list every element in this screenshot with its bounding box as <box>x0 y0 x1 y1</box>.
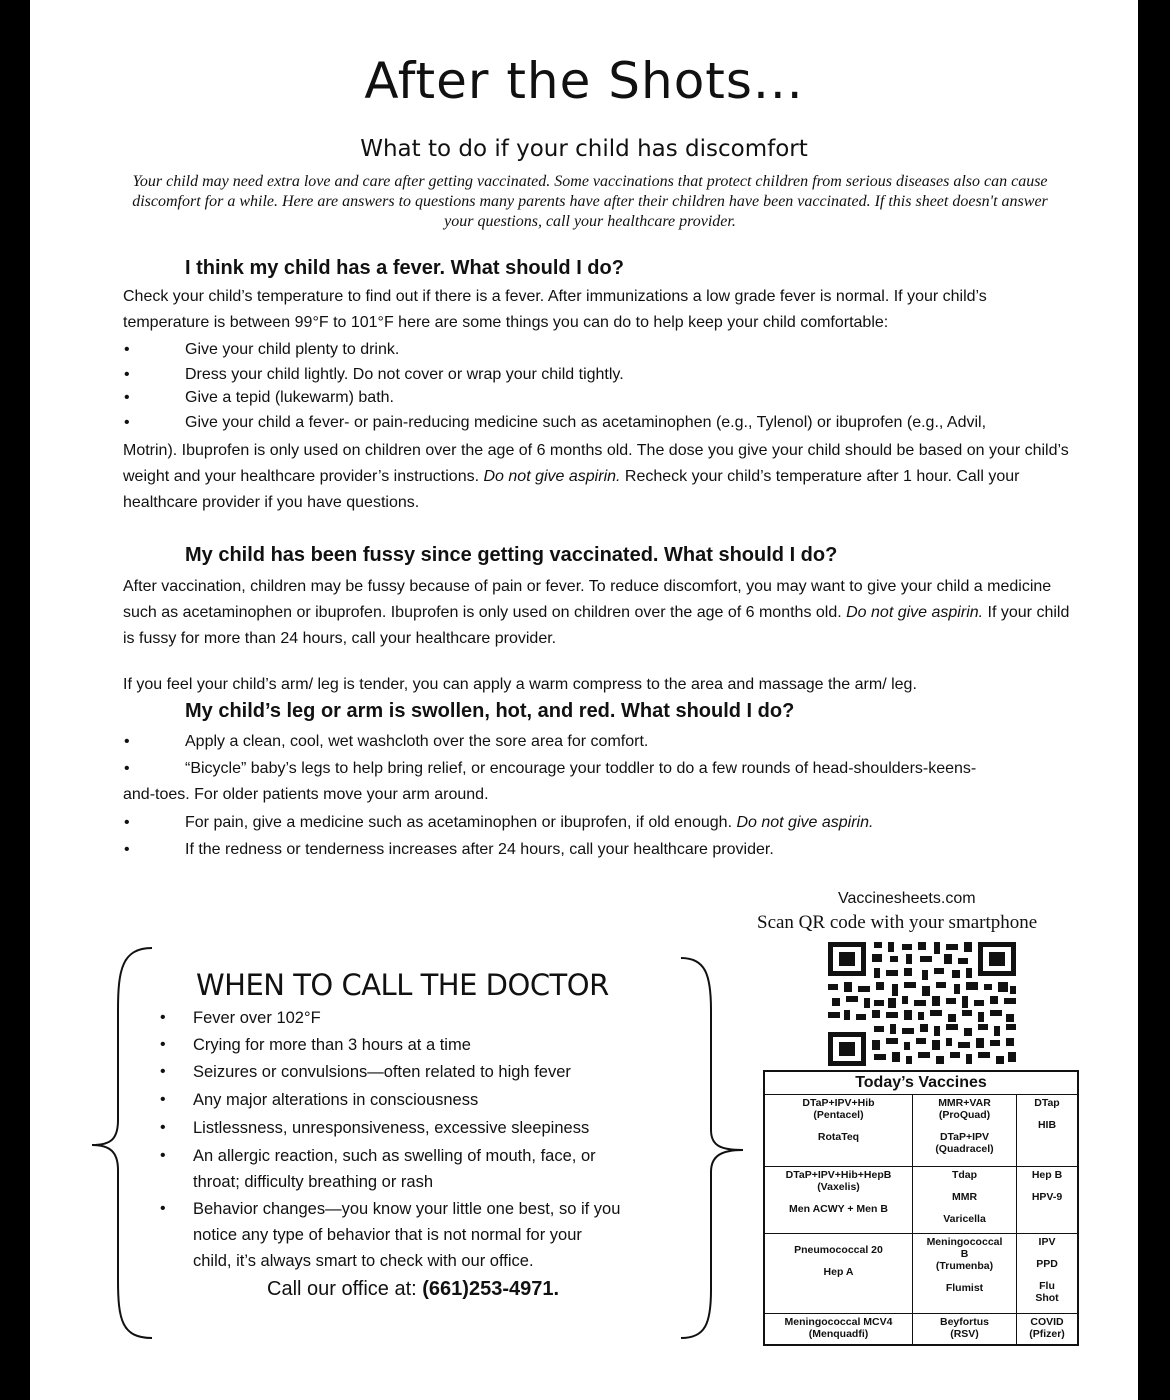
swollen-question: My child’s leg or arm is swollen, hot, and red. What should I do? <box>185 700 795 722</box>
fever-bullet-2: Dress your child lightly. Do not cover or wrap your child tightly. <box>185 366 624 383</box>
doctor-item-behavior-2: notice any type of behavior that is not normal for your <box>193 1226 582 1244</box>
bullet-icon: • <box>160 1119 166 1136</box>
bullet-icon: • <box>160 1036 166 1053</box>
table-row <box>765 1095 1077 1167</box>
office-phone[interactable]: (661)253-4971. <box>422 1278 560 1300</box>
left-brace-icon <box>80 940 160 1342</box>
swollen-bullet-1: Apply a clean, cool, wet washcloth over the sore area for comfort. <box>185 733 649 750</box>
bullet-icon: • <box>124 414 130 431</box>
call-doctor-title: WHEN TO CALL THE DOCTOR <box>196 968 609 1002</box>
vaccine-cell: Meningococcal MCV4 (Menquadfi) <box>765 1314 913 1344</box>
swollen-bullet-2-cont: and-toes. For older patients move your arm around. <box>123 786 489 803</box>
vaccine-cell: DTaP+IPV+Hib+HepB (Vaxelis) Men ACWY + Men B <box>765 1167 913 1233</box>
swollen-bullet-4: If the redness or tenderness increases after 24 hours, call your healthcare provider. <box>185 841 774 858</box>
bullet-icon: • <box>160 1063 166 1080</box>
bullet-icon: • <box>124 814 130 831</box>
call-office-line: Call our office at: (661)253-4971. <box>267 1278 560 1300</box>
fever-intro: Check your child’s temperature to find out if there is a fever. After immunizations a low grade fever is normal. If your child’s temperature is between 99°F to 101°F here are some things you can do to help keep your child comfortable: <box>123 288 987 331</box>
page-title: After the Shots... <box>364 52 804 110</box>
vaccine-cell: Tdap MMR Varicella <box>913 1167 1017 1233</box>
vaccinesheets-link[interactable]: Vaccinesheets.com <box>838 890 976 907</box>
doctor-item-allergic-1: An allergic reaction, such as swelling of mouth, face, or <box>193 1147 596 1165</box>
vaccine-cell: DTaP+IPV+Hib (Pentacel) RotaTeq <box>765 1095 913 1166</box>
doctor-item-5: Listlessness, unresponsiveness, excessive sleepiness <box>193 1119 590 1137</box>
fussy-text: After vaccination, children may be fussy because of pain or fever. To reduce discomfort, you may want to give your child a medicine such as acetaminophen or ibuprofen. Ibuprofen is only used on children over the age of 6 months old. Do not give aspirin. If your child is fussy for more than 24 hours, call your healthcare provider. <box>123 578 1070 647</box>
doctor-item-1: Fever over 102°F <box>193 1009 321 1027</box>
bullet-icon: • <box>124 841 130 858</box>
table-row <box>765 1314 1077 1344</box>
doctor-item-behavior-1: Behavior changes—you know your little one best, so if you <box>193 1200 621 1218</box>
fever-bullet-4-cont: Motrin). Ibuprofen is only used on children over the age of 6 months old. The dose you give your child should be based on your child’s weight and your healthcare provider’s instructions. Do not give aspirin. Recheck your child’s temperature after 1 hour. Call your healthcare provider if you have questions. <box>123 442 1069 511</box>
bullet-icon: • <box>124 733 130 750</box>
doctor-item-3: Seizures or convulsions—often related to high fever <box>193 1063 571 1081</box>
fever-bullet-4-first: Give your child a fever- or pain-reducing medicine such as acetaminophen (e.g., Tylenol) or ibuprofen (e.g., Advil, <box>185 414 987 431</box>
bullet-icon: • <box>124 341 130 358</box>
vaccines-table-title: Today’s Vaccines <box>765 1072 1077 1095</box>
doctor-item-behavior-3: child, it’s always smart to check with our office. <box>193 1252 534 1270</box>
vaccine-cell: COVID (Pfizer) <box>1029 1316 1065 1340</box>
right-brace-icon <box>675 950 755 1342</box>
bullet-icon: • <box>124 366 130 383</box>
bullet-icon: • <box>160 1147 166 1164</box>
vaccine-cell: IPV PPD Flu Shot <box>1035 1236 1059 1304</box>
intro-paragraph: Your child may need extra love and care after getting vaccinated. Some vaccinations that protect children from serious diseases also can cause discomfort for a while. Here are answers to questions many parents have after their children have been vaccinated. If this sheet doesn't answer your questions, call your healthcare provider. <box>132 173 1048 230</box>
swollen-bullet-3: For pain, give a medicine such as acetaminophen or ibuprofen, if old enough. Do not give aspirin. <box>185 814 874 831</box>
fussy-question: My child has been fussy since getting vaccinated. What should I do? <box>185 544 838 566</box>
page-subtitle: What to do if your child has discomfort <box>360 136 808 162</box>
swollen-bullet-2-first: “Bicycle” baby’s legs to help bring relief, or encourage your toddler to do a few rounds of head-shoulders-keens- <box>185 760 977 777</box>
bullet-icon: • <box>160 1091 166 1108</box>
doctor-item-4: Any major alterations in consciousness <box>193 1091 479 1109</box>
doctor-item-2: Crying for more than 3 hours at a time <box>193 1036 471 1054</box>
table-row <box>765 1234 1077 1314</box>
doctor-item-allergic-2: throat; difficulty breathing or rash <box>193 1173 433 1191</box>
fever-bullet-3: Give a tepid (lukewarm) bath. <box>185 389 394 406</box>
vaccine-cell: MMR+VAR (ProQuad) DTaP+IPV (Quadracel) <box>913 1095 1017 1166</box>
vaccine-cell: Hep B HPV-9 <box>1031 1169 1063 1203</box>
bullet-icon: • <box>124 760 130 777</box>
bullet-icon: • <box>160 1009 166 1026</box>
vaccine-cell: Pneumococcal 20 Hep A <box>765 1234 913 1313</box>
bullet-icon: • <box>160 1200 166 1217</box>
scan-qr-caption: Scan QR code with your smartphone <box>757 912 1038 933</box>
vaccine-cell: DTap HIB <box>1034 1097 1060 1131</box>
todays-vaccines-table <box>763 1070 1079 1346</box>
bullet-icon: • <box>124 389 130 406</box>
vaccine-cell: Meningococcal B (Trumenba) Flumist <box>913 1234 1017 1313</box>
document-page <box>30 0 1138 1400</box>
fever-question: I think my child has a fever. What should I do? <box>185 257 624 279</box>
vaccine-cell: Beyfortus (RSV) <box>913 1314 1017 1344</box>
table-row <box>765 1167 1077 1234</box>
fever-bullet-1: Give your child plenty to drink. <box>185 341 400 358</box>
tender-text: If you feel your child’s arm/ leg is tender, you can apply a warm compress to the area and massage the arm/ leg. <box>123 676 917 693</box>
qr-code-icon[interactable] <box>826 940 1018 1068</box>
